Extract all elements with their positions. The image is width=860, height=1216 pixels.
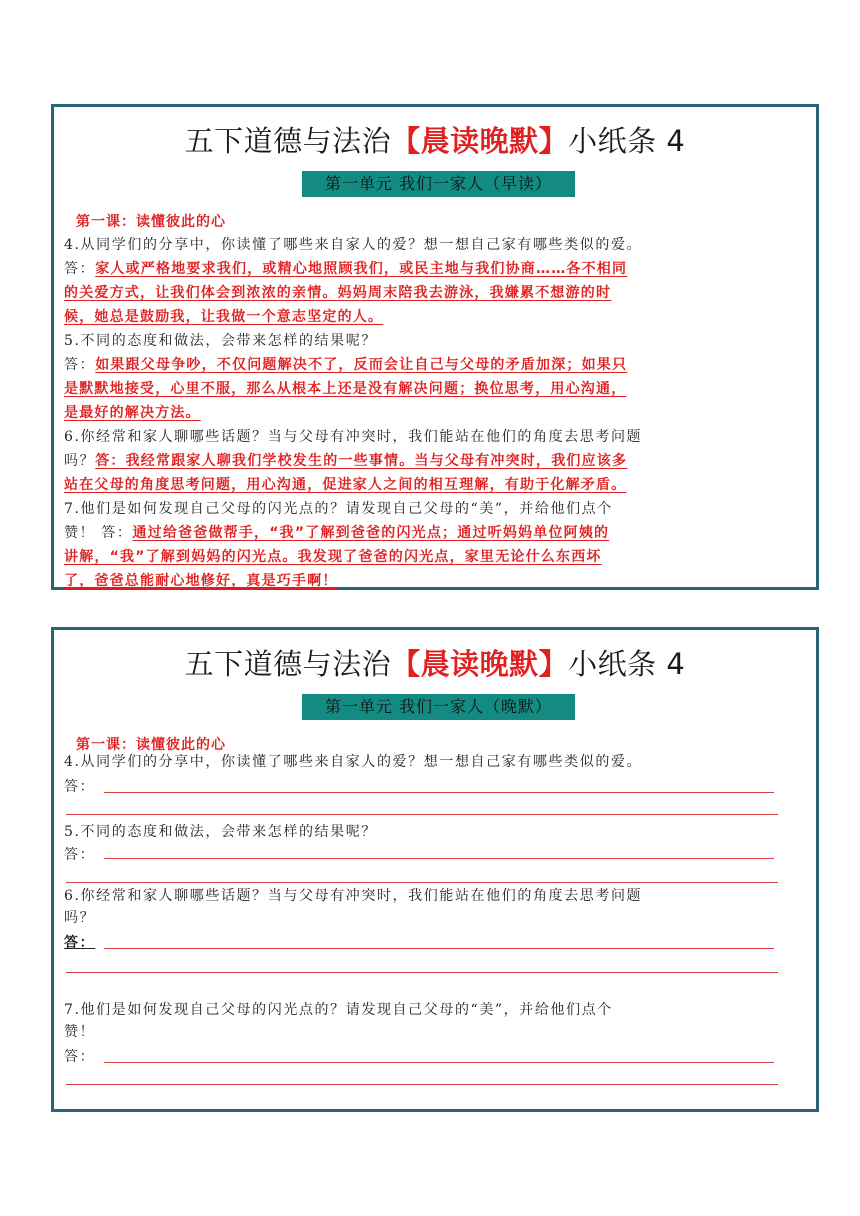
question-6-end: 吗？ (64, 453, 96, 469)
answer-text: 如果跟父母争吵，不仅问题解决不了，反而会让自己与父母的矛盾加深；如果只 (95, 357, 628, 373)
unit-banner: 第一单元 我们一家人（早读） (302, 171, 575, 197)
answer-line[interactable] (66, 1084, 778, 1085)
title-suffix: 小纸条 4 (568, 124, 686, 158)
question-6: 6.你经常和家人聊哪些话题？当与父母有冲突时，我们能站在他们的角度去思考问题 (64, 888, 643, 904)
answer-label: 答： (64, 779, 96, 795)
question-6: 6.你经常和家人聊哪些话题？当与父母有冲突时，我们能站在他们的角度去思考问题 (64, 429, 643, 445)
answer-text: 站在父母的角度思考问题，用心沟通，促进家人之间的相互理解，有助于化解矛盾。 (64, 477, 627, 493)
question-4: 4.从同学们的分享中，你读懂了哪些来自家人的爱？想一想自己家有哪些类似的爱。 (64, 754, 643, 770)
answer-line[interactable] (104, 1062, 774, 1063)
question-7-end: 赞！ 答： (64, 525, 133, 541)
answer-text: 候，她总是鼓励我，让我做一个意志坚定的人。 (64, 309, 384, 325)
answer-4-line-1 (64, 257, 804, 281)
question-7-end: 赞！ (64, 1024, 96, 1040)
answer-7-line-1 (64, 521, 804, 545)
question-7: 7.他们是如何发现自己父母的闪光点的？请发现自己父母的“美”，并给他们点个 (64, 501, 613, 517)
title-prefix: 五下道德与法治 (184, 647, 392, 681)
answer-4-line-2 (64, 281, 804, 305)
answer-6-line-2 (64, 473, 804, 497)
answer-7-line-2 (64, 545, 804, 569)
answer-text: 讲解，“我”了解到妈妈的闪光点。我发现了爸爸的闪光点，家里无论什么东西坏 (64, 549, 602, 565)
title-highlight: 【晨读晚默】 (391, 124, 569, 158)
lesson-heading: 第一课：读懂彼此的心 (76, 737, 226, 753)
card-title (54, 642, 816, 683)
answer-7-line-3 (64, 569, 804, 593)
answer-line[interactable] (104, 792, 774, 793)
answer-5-line-3 (64, 401, 804, 425)
answer-text: 答：我经常跟家人聊我们学校发生的一些事情。当与父母有冲突时，我们应该多 (95, 453, 628, 469)
answer-4-line-3 (64, 305, 804, 329)
answer-label: 答： (64, 847, 96, 863)
question-5: 5.不同的态度和做法，会带来怎样的结果呢？ (64, 333, 377, 349)
answer-5-line-1 (64, 353, 804, 377)
answer-text: 通过给爸爸做帮手，“我”了解到爸爸的闪光点；通过听妈妈单位阿姨的 (132, 525, 610, 541)
question-5: 5.不同的态度和做法，会带来怎样的结果呢？ (64, 824, 377, 840)
answer-text: 的关爱方式，让我们体会到浓浓的亲情。妈妈周末陪我去游泳，我嫌累不想游的时 (64, 285, 612, 301)
answer-label: 答： (64, 935, 96, 951)
answer-line[interactable] (66, 972, 778, 973)
answer-text: 是默默地接受，心里不服，那么从根本上还是没有解决问题；换位思考，用心沟通， (64, 381, 627, 397)
answer-label: 答： (64, 357, 96, 373)
answer-label: 答： (64, 261, 96, 277)
answer-line[interactable] (104, 948, 774, 949)
answer-label: 答： (64, 1049, 96, 1065)
question-4: 4.从同学们的分享中，你读懂了哪些来自家人的爱？想一想自己家有哪些类似的爱。 (64, 237, 643, 253)
answer-line[interactable] (66, 882, 778, 883)
answer-text: 了，爸爸总能耐心地修好，真是巧手啊！ (64, 573, 338, 589)
question-6-end: 吗？ (64, 910, 96, 926)
answer-line[interactable] (66, 814, 778, 815)
answer-5-line-2 (64, 377, 804, 401)
answer-text: 是最好的解决方法。 (64, 405, 201, 421)
answer-line[interactable] (104, 858, 774, 859)
unit-banner: 第一单元 我们一家人（晚默） (302, 694, 575, 720)
title-highlight: 【晨读晚默】 (391, 647, 569, 681)
answer-text: 家人或严格地要求我们，或精心地照顾我们，或民主地与我们协商……各不相同 (95, 261, 628, 277)
card-title (54, 119, 816, 160)
title-suffix: 小纸条 4 (568, 647, 686, 681)
question-7: 7.他们是如何发现自己父母的闪光点的？请发现自己父母的“美”，并给他们点个 (64, 1002, 613, 1018)
morning-reading-card (51, 104, 819, 590)
title-prefix: 五下道德与法治 (184, 124, 392, 158)
evening-dictation-card (51, 627, 819, 1112)
lesson-heading: 第一课：读懂彼此的心 (76, 214, 226, 230)
answer-6-line-1 (64, 449, 804, 473)
